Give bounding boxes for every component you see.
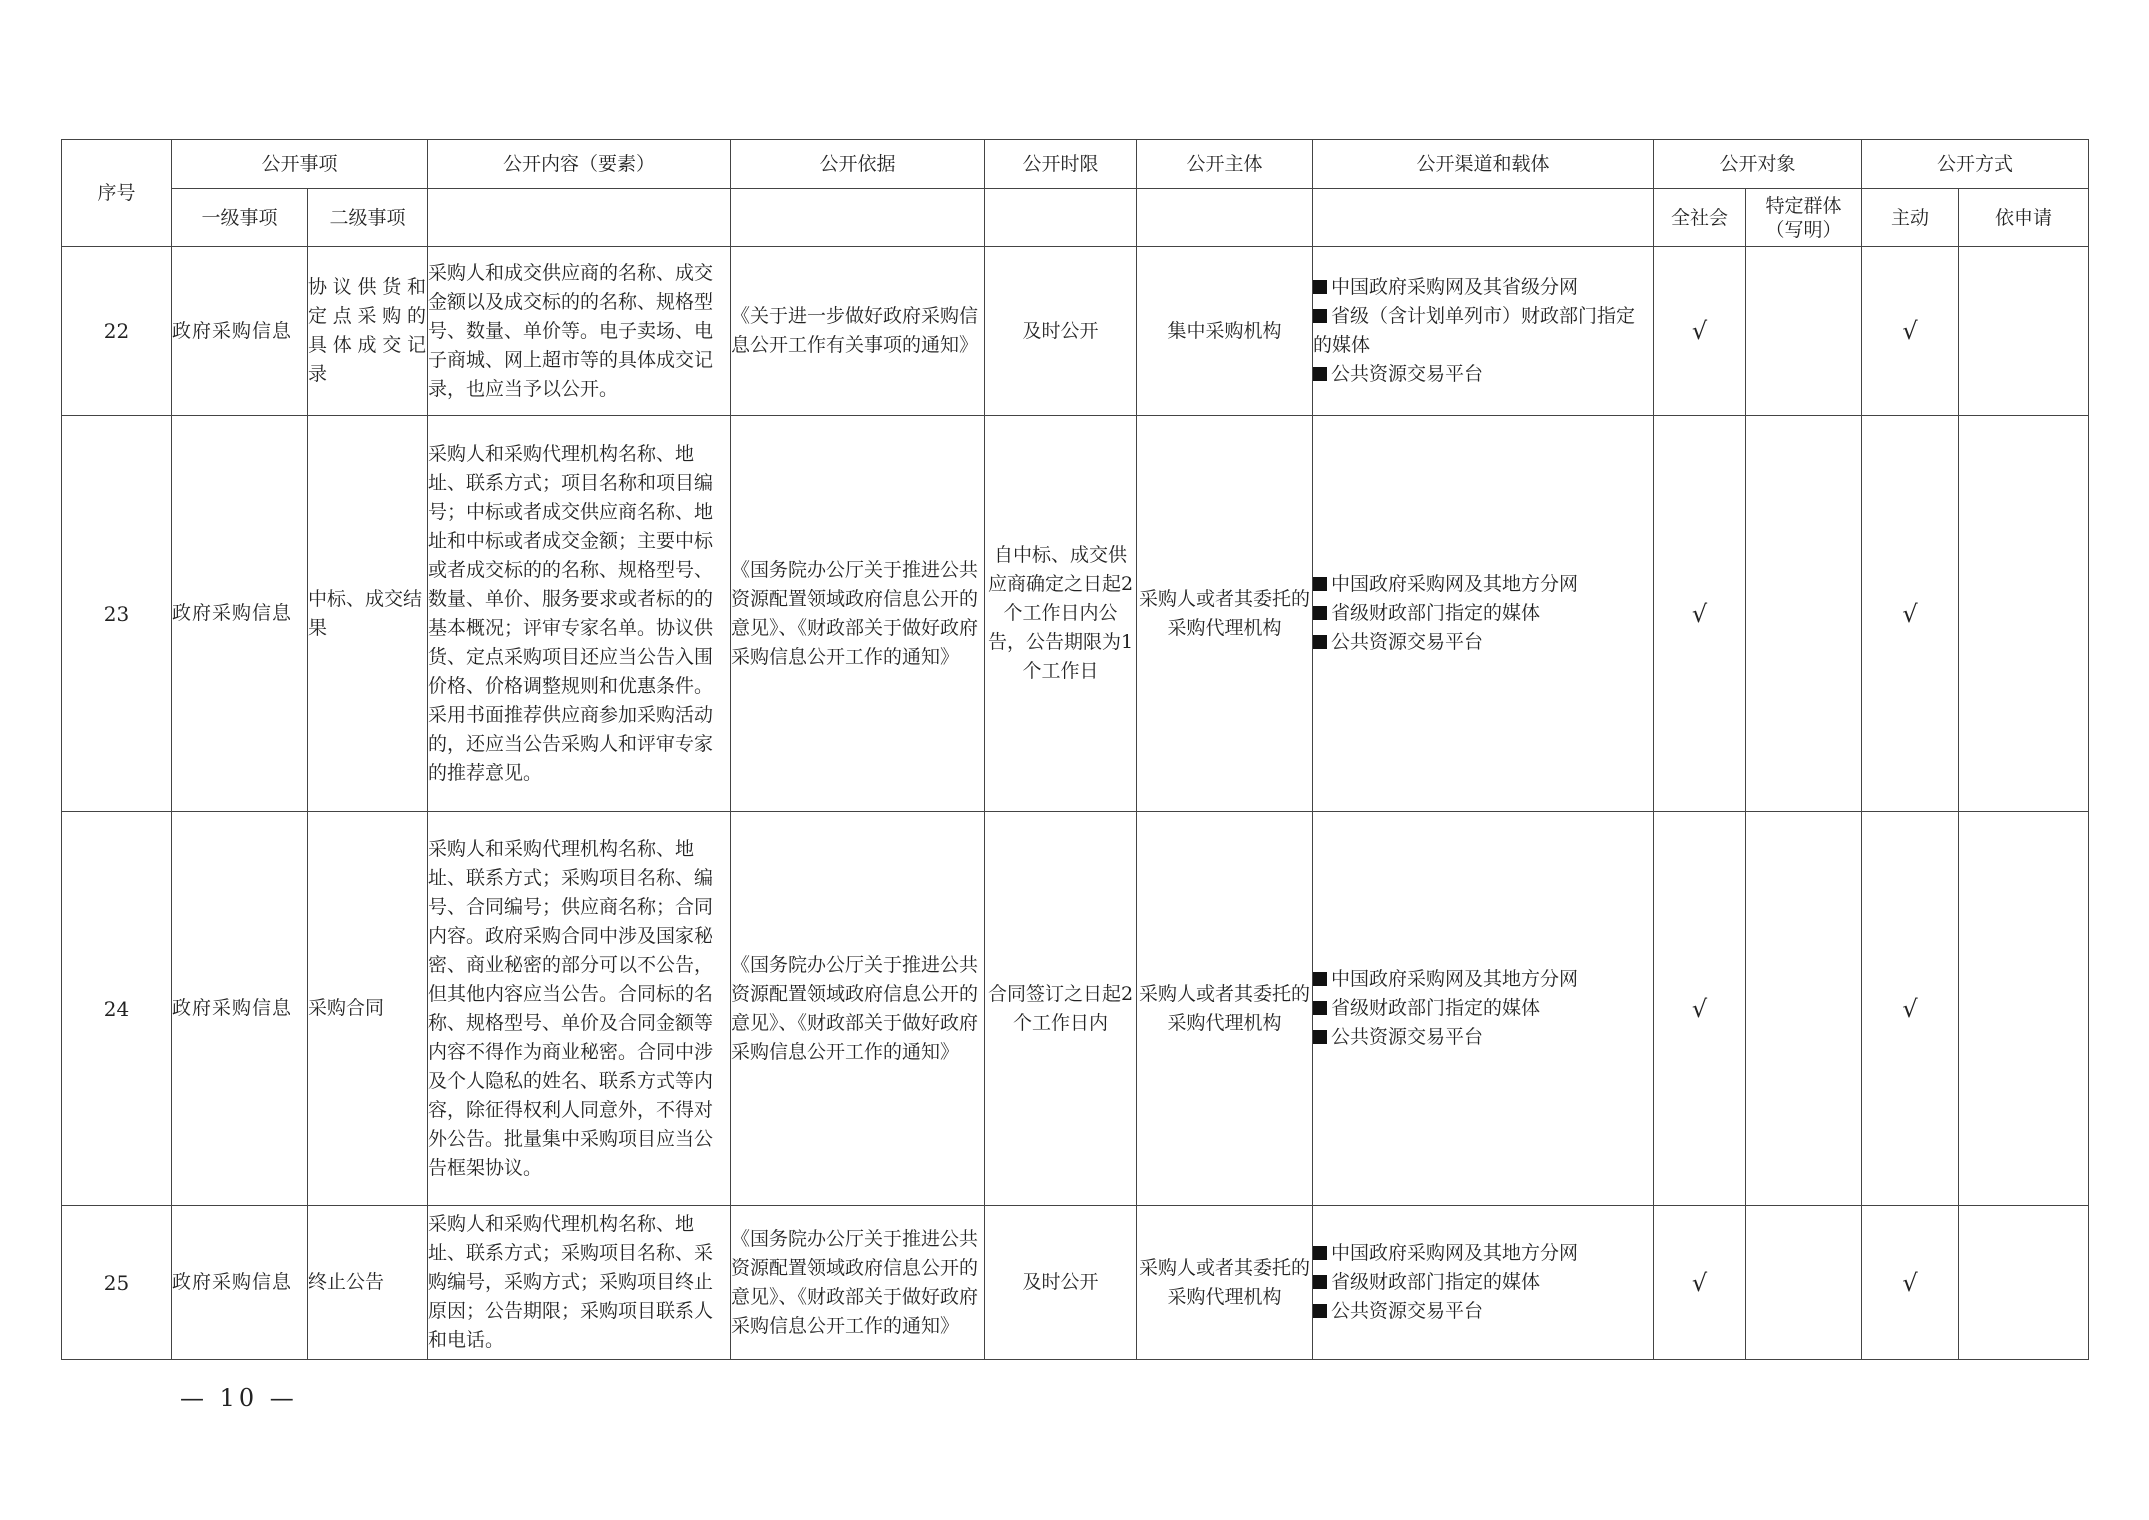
header-basis-blank — [731, 189, 985, 247]
row-subject: 集中采购机构 — [1137, 247, 1313, 416]
channel-item: 省级（含计划单列市）财政部门指定的媒体 — [1313, 305, 1636, 356]
row-method-active: √ — [1862, 1206, 1959, 1360]
row-target-all: √ — [1654, 247, 1746, 416]
row-content: 采购人和采购代理机构名称、地址、联系方式；采购项目名称、采购编号，采购方式；采购项目终止原因；公告期限；采购项目联系人和电话。 — [428, 1206, 731, 1360]
row-content: 采购人和采购代理机构名称、地址、联系方式；项目名称和项目编号；中标或者成交供应商名称、地址和中标或者成交金额；主要中标或者成交标的的名称、规格型号、数量、单价、服务要求或者标的的基本概况；评审专家名单。协议供货、定点采购项目还应当公告入围价格、价格调整规则和优惠条件。采用书面推荐供应商参加采购活动的，还应当公告采购人和评审专家的推荐意见。 — [428, 416, 731, 812]
row-deadline: 及时公开 — [985, 247, 1137, 416]
header-content: 公开内容（要素） — [428, 140, 731, 189]
header-method-active: 主动 — [1862, 189, 1959, 247]
header-item-group: 公开事项 — [172, 140, 428, 189]
header-deadline: 公开时限 — [985, 140, 1137, 189]
row-content: 采购人和成交供应商的名称、成交金额以及成交标的的名称、规格型号、数量、单价等。电子卖场、电子商城、网上超市等的具体成交记录，也应当予以公开。 — [428, 247, 731, 416]
square-bullet-icon — [1313, 972, 1327, 986]
square-bullet-icon — [1313, 635, 1327, 649]
row-level1: 政府采购信息 — [172, 416, 308, 812]
row-level2: 采购合同 — [308, 812, 428, 1206]
row-level1: 政府采购信息 — [172, 247, 308, 416]
row-method-request — [1959, 1206, 2089, 1360]
header-seq: 序号 — [62, 140, 172, 247]
header-basis: 公开依据 — [731, 140, 985, 189]
row-target-specific — [1746, 1206, 1862, 1360]
header-target-specific: 特定群体（写明） — [1746, 189, 1862, 247]
row-level1: 政府采购信息 — [172, 1206, 308, 1360]
channel-item: 省级财政部门指定的媒体 — [1313, 599, 1653, 628]
row-deadline: 合同签订之日起2个工作日内 — [985, 812, 1137, 1206]
header-channel-blank — [1313, 189, 1654, 247]
header-content-blank — [428, 189, 731, 247]
row-deadline: 及时公开 — [985, 1206, 1137, 1360]
row-method-active: √ — [1862, 416, 1959, 812]
square-bullet-icon — [1313, 606, 1327, 620]
row-target-specific — [1746, 812, 1862, 1206]
row-target-all: √ — [1654, 416, 1746, 812]
row-seq: 22 — [62, 247, 172, 416]
row-target-specific — [1746, 416, 1862, 812]
table-row — [62, 416, 2089, 812]
square-bullet-icon — [1313, 577, 1327, 591]
header-channel: 公开渠道和载体 — [1313, 140, 1654, 189]
row-method-active: √ — [1862, 812, 1959, 1206]
square-bullet-icon — [1313, 1030, 1327, 1044]
row-seq: 25 — [62, 1206, 172, 1360]
row-method-active: √ — [1862, 247, 1959, 416]
header-row-1 — [62, 140, 2089, 189]
table-row — [62, 247, 2089, 416]
channel-item: 省级财政部门指定的媒体 — [1313, 994, 1653, 1023]
disclosure-table — [61, 139, 2089, 1360]
row-subject: 采购人或者其委托的采购代理机构 — [1137, 1206, 1313, 1360]
row-basis: 《国务院办公厅关于推进公共资源配置领域政府信息公开的意见》、《财政部关于做好政府采购信息公开工作的通知》 — [731, 416, 985, 812]
row-basis: 《国务院办公厅关于推进公共资源配置领域政府信息公开的意见》、《财政部关于做好政府采购信息公开工作的通知》 — [731, 1206, 985, 1360]
header-method-request: 依申请 — [1959, 189, 2089, 247]
square-bullet-icon — [1313, 280, 1327, 294]
row-deadline: 自中标、成交供应商确定之日起2个工作日内公告，公告期限为1个工作日 — [985, 416, 1137, 812]
channel-item: 公共资源交易平台 — [1313, 360, 1653, 389]
header-subject: 公开主体 — [1137, 140, 1313, 189]
row-channels — [1313, 247, 1654, 416]
header-level2: 二级事项 — [308, 189, 428, 247]
square-bullet-icon — [1313, 1304, 1327, 1318]
channel-item: 中国政府采购网及其地方分网 — [1313, 570, 1653, 599]
table-row — [62, 1206, 2089, 1360]
header-level1: 一级事项 — [172, 189, 308, 247]
row-level2: 终止公告 — [308, 1206, 428, 1360]
square-bullet-icon — [1313, 367, 1327, 381]
row-level1: 政府采购信息 — [172, 812, 308, 1206]
square-bullet-icon — [1313, 309, 1327, 323]
row-level2: 协议供货和定点采购的具体成交记录 — [308, 247, 428, 416]
row-subject: 采购人或者其委托的采购代理机构 — [1137, 416, 1313, 812]
header-target-group: 公开对象 — [1654, 140, 1862, 189]
square-bullet-icon — [1313, 1001, 1327, 1015]
row-basis: 《国务院办公厅关于推进公共资源配置领域政府信息公开的意见》、《财政部关于做好政府采购信息公开工作的通知》 — [731, 812, 985, 1206]
channel-item: 中国政府采购网及其地方分网 — [1313, 965, 1653, 994]
row-content: 采购人和采购代理机构名称、地址、联系方式；采购项目名称、编号、合同编号；供应商名称；合同内容。政府采购合同中涉及国家秘密、商业秘密的部分可以不公告，但其他内容应当公告。合同标的名称、规格型号、单价及合同金额等内容不得作为商业秘密。合同中涉及个人隐私的姓名、联系方式等内容，除征得权利人同意外，不得对外公告。批量集中采购项目应当公告框架协议。 — [428, 812, 731, 1206]
header-subject-blank — [1137, 189, 1313, 247]
page-number: — 10 — — [180, 1384, 298, 1412]
row-seq: 23 — [62, 416, 172, 812]
square-bullet-icon — [1313, 1246, 1327, 1260]
row-target-all: √ — [1654, 812, 1746, 1206]
channel-item: 中国政府采购网及其省级分网 — [1313, 273, 1653, 302]
row-method-request — [1959, 247, 2089, 416]
row-target-all: √ — [1654, 1206, 1746, 1360]
row-method-request — [1959, 812, 2089, 1206]
table-row — [62, 812, 2089, 1206]
channel-item: 中国政府采购网及其地方分网 — [1313, 1239, 1653, 1268]
header-row-2 — [62, 189, 2089, 247]
row-channels — [1313, 1206, 1654, 1360]
channel-item: 公共资源交易平台 — [1313, 1023, 1653, 1052]
channel-item: 公共资源交易平台 — [1313, 628, 1653, 657]
row-method-request — [1959, 416, 2089, 812]
channel-item: 公共资源交易平台 — [1313, 1297, 1653, 1326]
header-target-all: 全社会 — [1654, 189, 1746, 247]
row-level2: 中标、成交结果 — [308, 416, 428, 812]
header-method-group: 公开方式 — [1862, 140, 2089, 189]
row-seq: 24 — [62, 812, 172, 1206]
square-bullet-icon — [1313, 1275, 1327, 1289]
row-channels — [1313, 812, 1654, 1206]
row-basis: 《关于进一步做好政府采购信息公开工作有关事项的通知》 — [731, 247, 985, 416]
row-channels — [1313, 416, 1654, 812]
row-target-specific — [1746, 247, 1862, 416]
channel-item: 省级财政部门指定的媒体 — [1313, 1268, 1653, 1297]
header-deadline-blank — [985, 189, 1137, 247]
row-subject: 采购人或者其委托的采购代理机构 — [1137, 812, 1313, 1206]
